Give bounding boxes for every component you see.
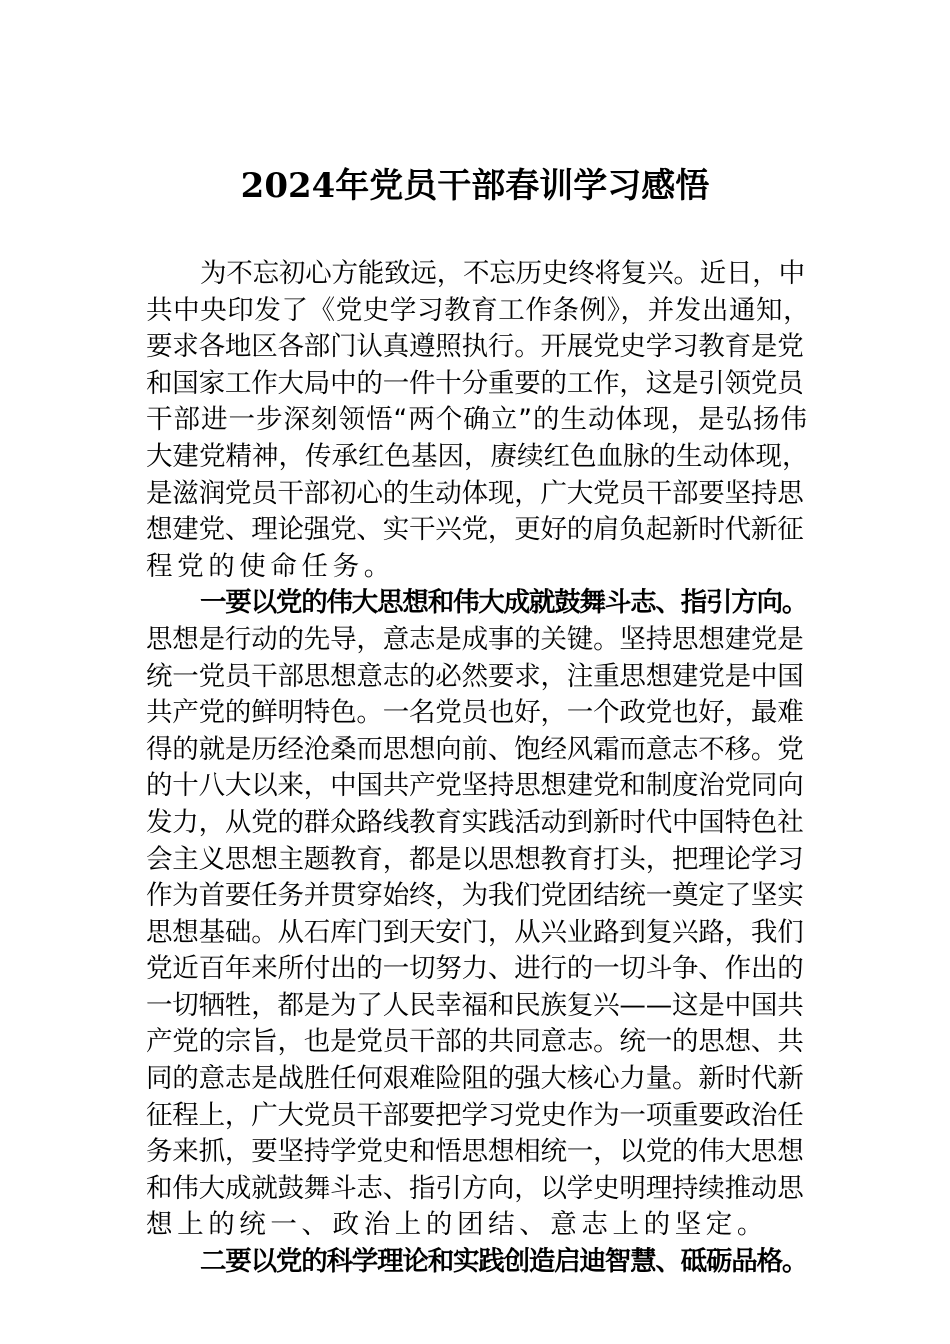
text-line: 程党的使命任务。 xyxy=(146,550,395,582)
text-line: 产党的宗旨，也是党员干部的共同意志。统一的思想、共 xyxy=(146,1026,804,1058)
text-line: 干部进一步深刻领悟“两个确立”的生动体现，是弘扬伟 xyxy=(146,404,808,436)
text-line: 思想是行动的先导，意志是成事的关键。坚持思想建党是 xyxy=(146,623,804,655)
paragraph-section-two xyxy=(146,1244,810,1281)
text-line: 会主义思想主题教育，都是以思想教育打头，把理论学习 xyxy=(146,843,804,875)
text-line: 统一党员干部思想意志的必然要求，注重思想建党是中国 xyxy=(146,660,804,692)
text-line: 想建党、理论强党、实干兴党，更好的肩负起新时代新征 xyxy=(146,514,804,546)
text-line: 的十八大以来，中国共产党坚持思想建党和制度治党同向 xyxy=(146,770,804,802)
section-heading: 一要以党的伟大思想和伟大成就鼓舞斗志、指引方向。 xyxy=(200,587,808,619)
text-line: 为不忘初心方能致远，不忘历史终将复兴。近日，中 xyxy=(200,258,805,289)
text-line: 和国家工作大局中的一件十分重要的工作，这是引领党员 xyxy=(146,367,804,399)
text-line: 大建党精神，传承红色基因，赓续红色血脉的生动体现， xyxy=(146,440,809,472)
text-line: 和伟大成就鼓舞斗志、指引方向，以学史明理持续推动思 xyxy=(146,1172,804,1204)
text-line: 同的意志是战胜任何艰难险阻的强大核心力量。新时代新 xyxy=(146,1063,804,1095)
text-line: 共中央印发了《党史学习教育工作条例》，并发出通知， xyxy=(146,294,811,326)
text-line: 务来抓，要坚持学党史和悟思想相统一，以党的伟大思想 xyxy=(146,1136,804,1168)
text-line: 征程上，广大党员干部要把学习党史作为一项重要政治任 xyxy=(146,1099,804,1131)
document-title: 2024年党员干部春训学习感悟 xyxy=(240,166,710,206)
text-line: 想上的统一、政治上的团结、意志上的坚定。 xyxy=(146,1209,768,1241)
text-line: 作为首要任务并贯穿始终，为我们党团结统一奠定了坚实 xyxy=(146,880,804,912)
text-line: 是滋润党员干部初心的生动体现，广大党员干部要坚持思 xyxy=(146,477,804,509)
paragraph-intro xyxy=(146,256,810,585)
document-body xyxy=(146,256,810,1281)
paragraph-section-one xyxy=(146,585,810,1244)
text-line: 一切牺牲，都是为了人民幸福和民族复兴——这是中国共 xyxy=(146,989,804,1021)
text-line: 发力，从党的群众路线教育实践活动到新时代中国特色社 xyxy=(146,806,804,838)
text-line: 党近百年来所付出的一切努力、进行的一切斗争、作出的 xyxy=(146,953,804,985)
section-heading: 二要以党的科学理论和实践创造启迪智慧、砥砺品格。 xyxy=(200,1246,808,1278)
text-line: 要求各地区各部门认真遵照执行。开展党史学习教育是党 xyxy=(146,331,804,363)
text-line: 共产党的鲜明特色。一名党员也好，一个政党也好，最难 xyxy=(146,697,804,729)
text-line: 得的就是历经沧桑而思想向前、饱经风霜而意志不移。党 xyxy=(146,733,804,765)
text-line: 思想基础。从石库门到天安门，从兴业路到复兴路，我们 xyxy=(146,916,804,948)
